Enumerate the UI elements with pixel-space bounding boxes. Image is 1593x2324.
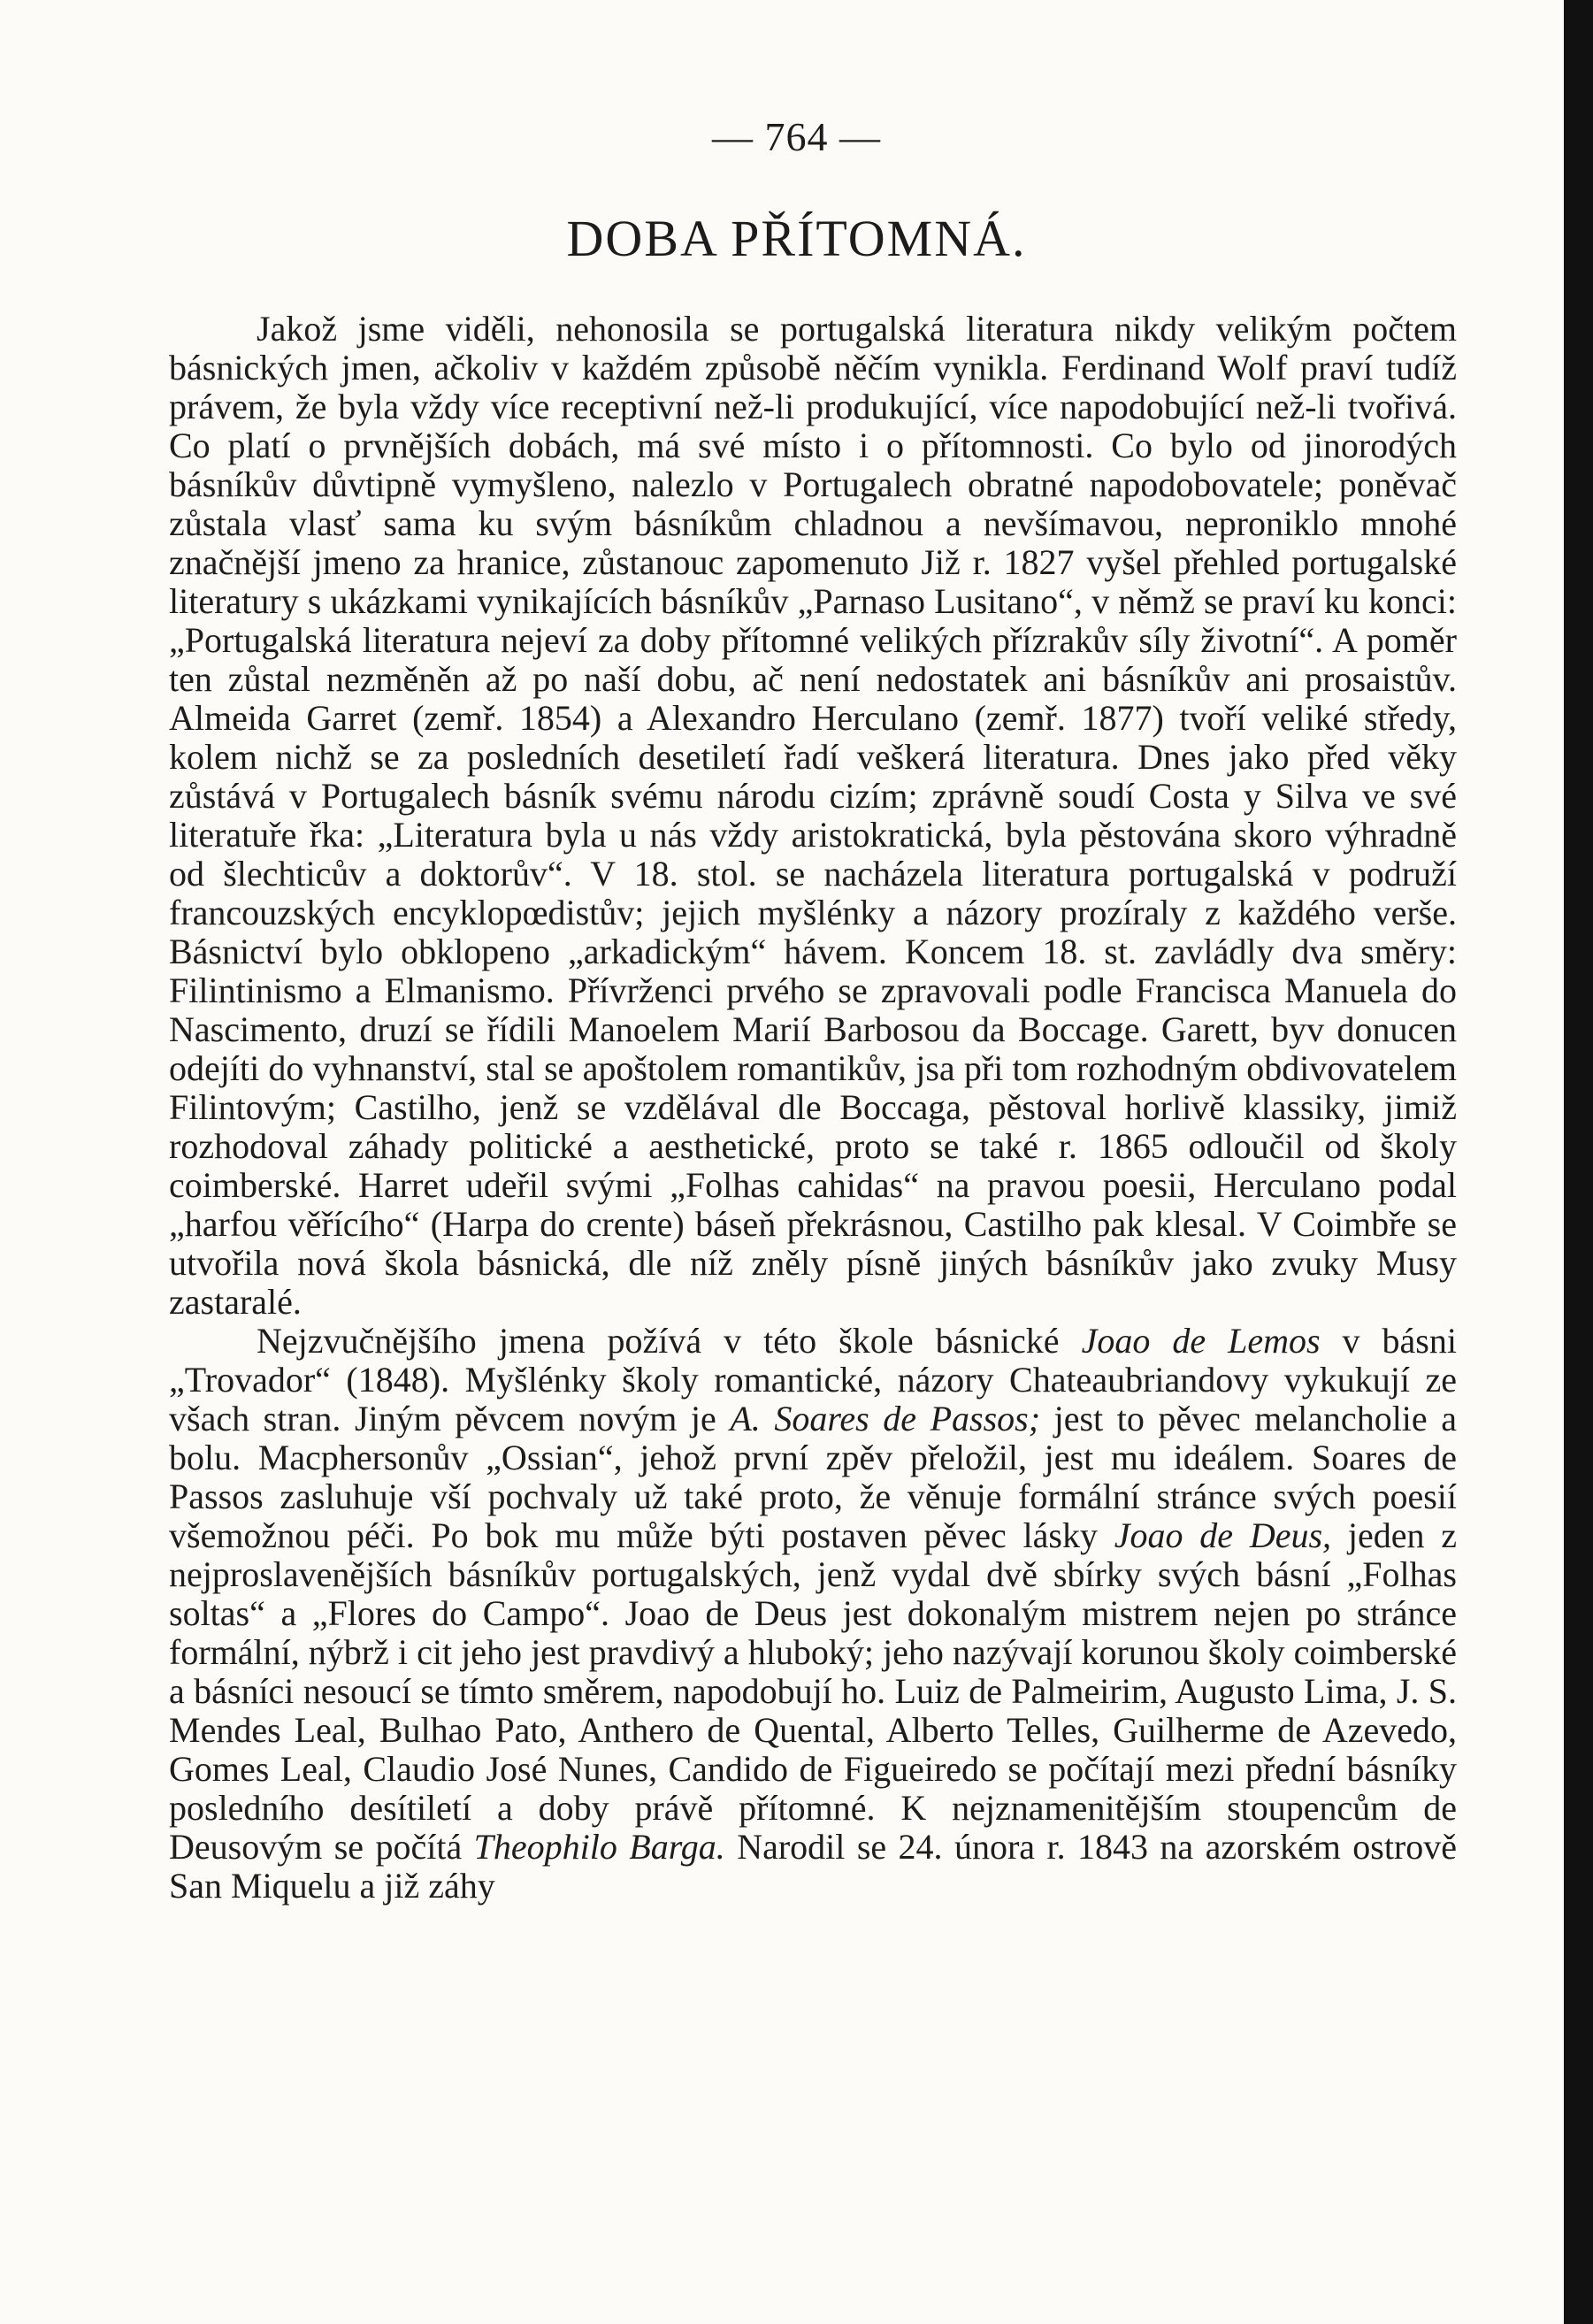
scan-edge <box>1564 0 1593 2324</box>
paragraph-2-text-2: v básni „Trovador“ (1848). Myšlénky školy romantické, názory Chateaubriandovy vykukují ze všach stran. Jiným pěvcem novým je <box>169 1321 1457 1438</box>
chapter-heading: DOBA PŘÍTOMNÁ. <box>566 210 1027 267</box>
paragraph-2-text-4: jeden z nejproslavenějších básníkův portugalských, jenž vydal dvě sbírky svých básní „Folhas soltas“ a „Flores do Campo“. Joao de Deus jest dokonalým mistrem nejen po stránce formální, nýbrž i cit jeho jest pravdivý a hluboký; jeho nazývají korunou školy coimberské a básníci nesoucí se tímto směrem, napodobují ho. Luiz de Palmeirim, Augusto Lima, J. S. Mendes Leal, Bulhao Pato, Anthero de Quental, Alberto Telles, Guilherme de Azevedo, Gomes Leal, Claudio José Nunes, Candido de Figueiredo se počítají mezi přední básníky posledního desítiletí a doby právě přítomné. K nejznamenitějším stoupencům de Deusovým se počítá <box>169 1515 1458 1867</box>
author-name-theophilo-barga: Theophilo Barga. <box>473 1827 725 1867</box>
paragraph-2-text-3: jest to pěvec melancholie a bolu. Macphersonův „Ossian“, jehož první zpěv přeložil, jest mu ideálem. Soares de Passos zasluhuje vší pochvaly už také proto, že věnuje formální stránce svých poesií všemožnou péči. Po bok mu může býti postaven pěvec lásky <box>169 1399 1457 1555</box>
paragraph-1 <box>169 310 1457 1322</box>
page-number: — 764 — <box>712 114 881 159</box>
author-name-joao-de-deus: Joao de Deus, <box>1114 1515 1332 1555</box>
paragraph-2 <box>169 1322 1457 1906</box>
author-name-joao-de-lemos: Joao de Lemos <box>1081 1321 1321 1361</box>
paragraph-2-text-5: Narodil se 24. února r. 1843 na azorském ostrově San Miquelu a již záhy <box>169 1827 1458 1906</box>
paragraph-1-text: Jakož jsme viděli, nehonosila se portugalská literatura nikdy velikým počtem básnických jmen, ačkoliv v každém způsobě něčím vynikla. Ferdinand Wolf praví tudíž právem, že byla vždy více receptivní než-li produkující, více napodobující než-li tvořivá. Co platí o prvnějších dobách, má své místo i o přítomnosti. Co bylo od jinorodých básníkův důvtipně vymyšleno, nalezlo v Portugalech obratné napodobovatele; poněvač zůstala vlasť sama ku svým básníkům chladnou a nevšímavou, neproniklo mnohé značnější jmeno za hranice, zůstanouc zapomenuto Již r. 1827 vyšel přehled portugalské literatury s ukázkami vynikajících básníkův „Parnaso Lusitano“, v němž se praví ku konci: „Portugalská literatura nejeví za doby přítomné velikých přízrakův síly životní“. A poměr ten zůstal nezměněn až po naší dobu, ač není nedostatek ani básníkův ani prosaistův. Almeida Garret (zemř. 1854) a Alexandro Herculano (zemř. 1877) tvoří veliké středy, kolem nichž se za posledních desetiletí řadí veškerá literatura. Dnes jako před věky zůstává v Portugalech básník svému národu cizím; zprávně soudí Costa y Silva ve své literatuře řka: „Literatura byla u nás vždy aristokratická, byla pěstována skoro výhradně od šlechticův a doktorův“. V 18. stol. se nacházela literatura portugalská v podruží francouzských encyklopœdistův; jejich myšlénky a názory prozíraly z každého verše. Básnictví bylo obklopeno „arkadickým“ hávem. Koncem 18. st. zavládly dva směry: Filintinismo a Elmanismo. Přívrženci prvého se zpravovali podle Francisca Manuela do Nascimento, druzí se řídili Manoelem Marií Barbosou da Boccage. Garett, byv donucen odejíti do vyhnanství, stal se apoštolem romantikův, jsa při tom rozhodným obdivovatelem Filintovým; Castilho, jenž se vzdělával dle Boccaga, pěstoval horlivě klassiky, jimiž rozhodoval záhady politické a aesthetické, proto se také r. 1865 odloučil od školy coimberské. Harret udeřil svými „Folhas cahidas“ na pravou poesii, Herculano podal „harfou věřícího“ (Harpa do crente) báseň překrásnou, Castilho pak klesal. V Coimbře se utvořila nová škola básnická, dle níž zněly písně jiných básníkův jako zvuky Musy zastaralé. <box>169 309 1457 1322</box>
author-name-soares-de-passos: A. Soares de Passos; <box>730 1399 1041 1438</box>
paragraph-2-text-1: Nejzvučnějšího jmena požívá v této škole básnické <box>257 1321 1082 1361</box>
body-text <box>169 310 1457 1906</box>
